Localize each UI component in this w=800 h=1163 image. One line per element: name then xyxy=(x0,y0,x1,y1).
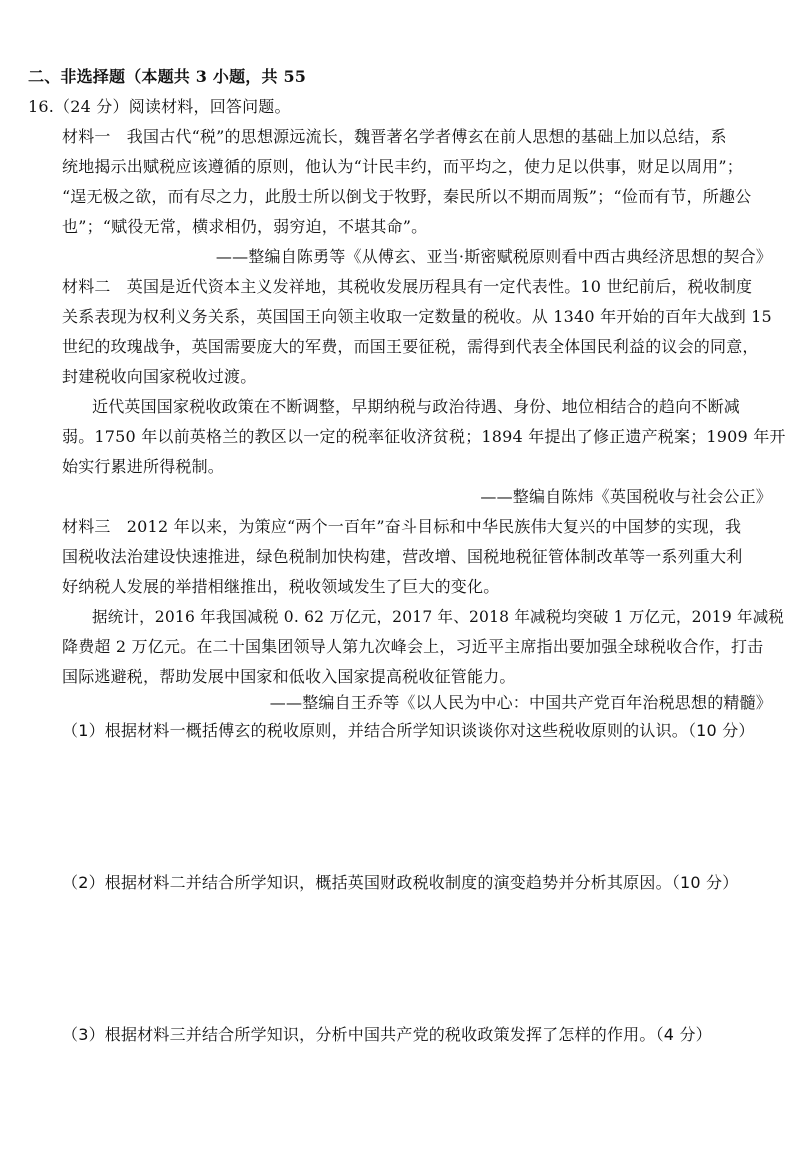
material3-line: 好纳税人发展的举措相继推出，税收领域发生了巨大的变化。 xyxy=(62,577,500,596)
material3-line: 材料三 2012 年以来，为策应“两个一百年”奋斗目标和中华民族伟大复兴的中国梦的实现，我 xyxy=(62,517,742,536)
material1-source: ——整编自陈勇等《从傅玄、亚当·斯密赋税原则看中西古典经济思想的契合》 xyxy=(215,247,772,266)
material2-line: 关系表现为权利义务关系，英国国王向领主收取一定数量的税收。从 1340 年开始的百年大战到 15 xyxy=(62,307,772,326)
subquestion-1: （1）根据材料一概括傅玄的税收原则，并结合所学知识谈谈你对这些税收原则的认识。（10 分） xyxy=(62,721,755,740)
material3-line: 国际逃避税，帮助发展中国家和低收入国家提高税收征管能力。 xyxy=(62,667,516,686)
material3-line: 据统计，2016 年我国减税 0. 62 万亿元，2017 年、2018 年减税均突破 1 万亿元，2019 年减税 xyxy=(92,608,785,626)
material2-line: 材料二 英国是近代资本主义发祥地，其税收发展历程具有一定代表性。10 世纪前后，税收制度 xyxy=(62,277,753,296)
subquestion-3: （3）根据材料三并结合所学知识，分析中国共产党的税收政策发挥了怎样的作用。（4 分） xyxy=(62,1025,712,1044)
material1-line: “逞无极之欲，而有尽之力，此殷士所以倒戈于牧野，秦民所以不期而周叛”；“俭而有节，所趣公 xyxy=(62,187,752,206)
material2-line: 弱。1750 年以前英格兰的教区以一定的税率征收济贫税；1894 年提出了修正遗产税案；1909 年开 xyxy=(62,427,786,446)
section-heading: 二、非选择题（本题共 3 小题，共 55 xyxy=(28,67,307,86)
material2-line: 封建税收向国家税收过渡。 xyxy=(62,367,257,386)
question-number-line: 16.（24 分）阅读材料，回答问题。 xyxy=(28,97,291,116)
material2-line: 始实行累进所得税制。 xyxy=(62,457,225,476)
material1-line: 也”；“赋役无常，横求相仍，弱穷迫，不堪其命”。 xyxy=(62,217,428,236)
material1-line: 统地揭示出赋税应该遵循的原则，他认为“计民丰约，而平均之，使力足以供事，财足以周用”； xyxy=(62,157,743,176)
material3-line: 国税收法治建设快速推进，绿色税制加快构建，营改增、国税地税征管体制改革等一系列重大利 xyxy=(62,547,743,566)
material3-line: 降费超 2 万亿元。在二十国集团领导人第九次峰会上，习近平主席指出要加强全球税收合作，打击 xyxy=(62,637,764,656)
material1-line: 材料一 我国古代“税”的思想源远流长，魏晋著名学者傅玄在前人思想的基础上加以总结，系 xyxy=(62,127,727,146)
material3-source: ——整编自王乔等《以人民为中心：中国共产党百年治税思想的精髓》 xyxy=(269,693,772,712)
subquestion-2: （2）根据材料二并结合所学知识，概括英国财政税收制度的演变趋势并分析其原因。（10 分） xyxy=(62,873,739,892)
material2-line: 近代英国国家税收政策在不断调整，早期纳税与政治待遇、身份、地位相结合的趋向不断减 xyxy=(92,397,741,416)
material2-line: 世纪的玫瑰战争，英国需要庞大的军费，而国王要征税，需得到代表全体国民利益的议会的同意， xyxy=(62,337,759,356)
material2-source: ——整编自陈炜《英国税收与社会公正》 xyxy=(480,487,772,506)
